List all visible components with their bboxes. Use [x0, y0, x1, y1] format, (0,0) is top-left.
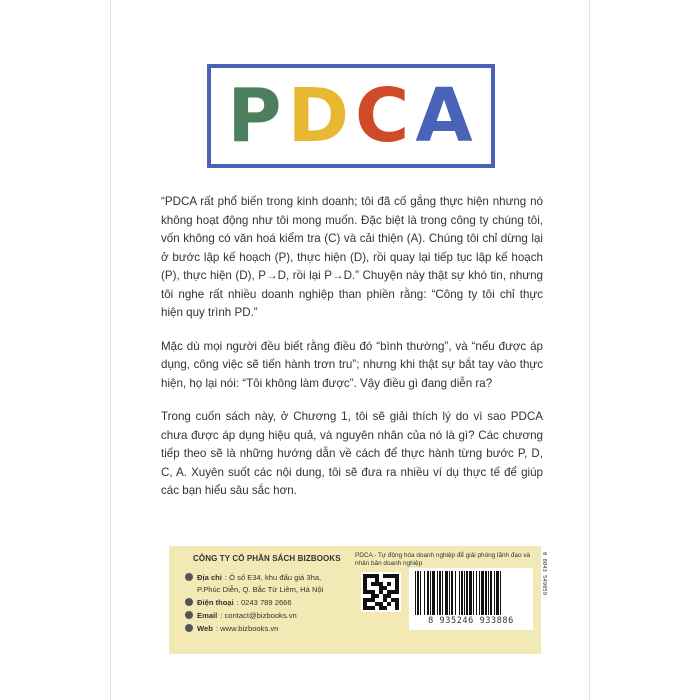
address-row: [185, 571, 370, 584]
barcode-bar: [500, 571, 501, 615]
blurb-paragraph-2: Mặc dù mọi người đều biết rằng điều đó “bình thường”, và “nếu được áp dụng, công việc sẽ tiến hành trơn tru”; nhưng khi thật sự bắt tay vào thực hiện, họ lại nói: “Tôi không làm được”. Vậy điều gì đang diễn ra?: [161, 339, 543, 390]
barcode-bar: [424, 571, 425, 615]
phone-row: [185, 596, 370, 609]
barcode-bar: [476, 571, 477, 615]
back-cover-blurb: [161, 193, 543, 516]
phone-icon: [185, 598, 193, 606]
barcode-bar: [437, 571, 438, 615]
email-value: : contact@bizbooks.vn: [220, 611, 297, 620]
logo-letter-a: A: [415, 73, 475, 159]
logo-letter-d: D: [287, 73, 352, 159]
qr-code: [361, 572, 401, 612]
barcode-bar: [494, 571, 495, 615]
barcode-bar: [432, 571, 435, 615]
barcode-bar: [464, 571, 465, 615]
publisher-footer: [169, 546, 541, 654]
qr-code-pattern: [363, 574, 399, 610]
phone-label: Điện thoại: [197, 598, 234, 607]
barcode-bar: [469, 571, 472, 615]
book-subtitle: PDCA - Tự động hóa doanh nghiệp để giải phóng lãnh đạo và nhân bản doanh nghiệp: [355, 552, 531, 567]
barcode-bar: [455, 571, 456, 615]
address-line-2: P.Phúc Diễn, Q. Bắc Từ Liêm, Hà Nội: [197, 585, 324, 594]
logo-letter-c: C: [355, 73, 412, 159]
address-label: Địa chỉ: [197, 573, 222, 582]
qr-module: [395, 606, 399, 610]
email-label: Email: [197, 611, 218, 620]
barcode-bar: [451, 571, 453, 615]
address-line-1: : Ô số E34, khu đấu giá 3ha,: [224, 573, 322, 582]
barcode-bar: [420, 571, 421, 615]
web-row: [185, 622, 370, 635]
isbn-digits: 8 935246 933886: [428, 616, 514, 626]
globe-icon: [185, 624, 193, 632]
barcode-bar: [445, 571, 448, 615]
pdca-logo-word: [227, 73, 475, 159]
phone-value: : 0243 789 2666: [236, 598, 292, 607]
web-label: Web: [197, 624, 213, 633]
barcode-bar: [442, 571, 443, 615]
barcode-bars: [415, 571, 527, 615]
isbn-barcode: [409, 568, 533, 630]
blurb-paragraph-3: Trong cuốn sách này, ở Chương 1, tôi sẽ giải thích lý do vì sao PDCA chưa được áp dụng hiệu quả, và nguyên nhân của nó là gì? Các chương tiếp theo sẽ là những hướng dẫn về cách để thực hành từng bước P, D, C, A. Xuyên suốt các nội dung, tôi sẽ đưa ra nhiều ví dụ thực tế để giúp các bạn hiểu sâu sắc hơn.: [161, 410, 543, 497]
email-icon: [185, 611, 193, 619]
pdca-logo: [207, 64, 495, 168]
barcode-bar: [427, 571, 429, 615]
logo-letter-p: P: [227, 73, 284, 159]
barcode-bar: [417, 571, 419, 615]
barcode-bar: [415, 571, 416, 615]
barcode-bar: [430, 571, 431, 615]
location-icon: [185, 573, 193, 581]
barcode-bar: [459, 571, 460, 615]
barcode-bar: [479, 571, 480, 615]
barcode-bar: [490, 571, 492, 615]
book-back-cover: [110, 0, 590, 700]
barcode-bar: [496, 571, 499, 615]
price-code: 0 8043 549059: [541, 552, 547, 596]
barcode-bar: [449, 571, 450, 615]
email-row: [185, 609, 370, 622]
barcode-bar: [485, 571, 487, 615]
barcode-bar: [481, 571, 484, 615]
blurb-paragraph-1: “PDCA rất phổ biến trong kinh doanh; tôi đã cố gắng thực hiện nhưng nó không hoạt động như tôi mong muốn. Đặc biệt là trong công ty chúng tôi, vốn không có văn hoá kiểm tra (C) và cải thiện (A). Chúng tôi chỉ dừng lại ở bước lập kế hoạch (P), thực hiện (D), rồi quay lại tiếp tục lập kế hoạch (P), thực hiện (D), P→D, rồi lại P→D.” Chuyện này thật sự khó tin, nhưng tôi nghe rất nhiều doanh nghiệp than phiền rằng: “Công ty tôi chỉ thực hiện quy trình PD.”: [161, 195, 543, 319]
barcode-bar: [488, 571, 489, 615]
publisher-contact-list: [185, 571, 370, 635]
barcode-bar: [439, 571, 441, 615]
barcode-bar: [473, 571, 474, 615]
barcode-bar: [461, 571, 463, 615]
publisher-name: CÔNG TY CỔ PHẦN SÁCH BIZBOOKS: [193, 554, 341, 563]
barcode-bar: [466, 571, 468, 615]
web-value: : www.bizbooks.vn: [215, 624, 279, 633]
